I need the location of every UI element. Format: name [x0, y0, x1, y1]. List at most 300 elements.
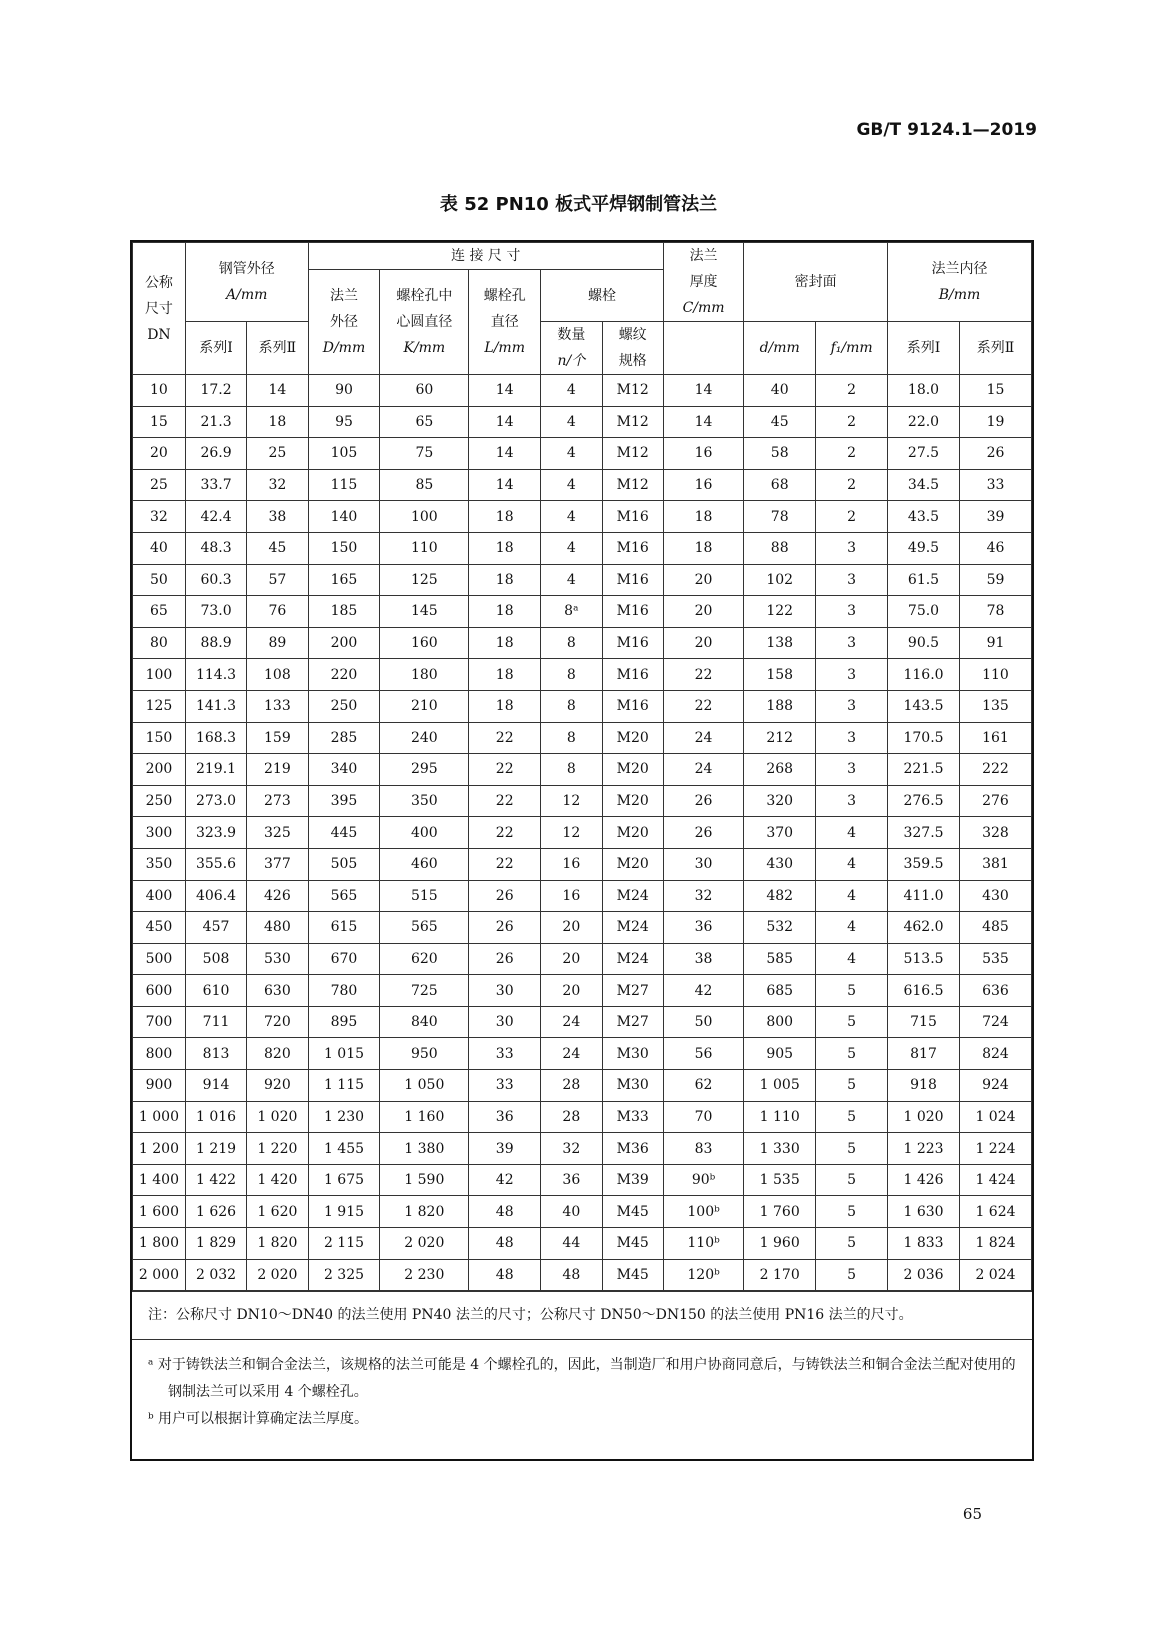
table-cell: 89	[247, 627, 308, 659]
table-cell: 33	[469, 1070, 541, 1102]
table-cell: 141.3	[185, 690, 246, 722]
table-cell: 40	[541, 1196, 602, 1228]
table-cell: 26	[663, 785, 743, 817]
table-cell: 276	[959, 785, 1031, 817]
table-row	[133, 564, 1032, 596]
table-cell: 18	[663, 532, 743, 564]
table-cell: 34.5	[888, 469, 960, 501]
table-cell: M12	[602, 375, 663, 407]
table-cell: 24	[663, 754, 743, 786]
header-pipe-od: 钢管外径 A/mm	[185, 243, 308, 322]
table-cell: 20	[541, 975, 602, 1007]
table-cell: 780	[308, 975, 380, 1007]
table-cell: 950	[380, 1038, 469, 1070]
header-flange-od: 法兰 外径 D/mm	[308, 270, 380, 375]
table-cell: 4	[541, 438, 602, 470]
table-cell: 273	[247, 785, 308, 817]
table-cell: 22	[469, 848, 541, 880]
table-cell: 39	[469, 1133, 541, 1165]
table-cell: 188	[744, 690, 816, 722]
table-cell: 14	[469, 406, 541, 438]
table-cell: 75	[380, 438, 469, 470]
table-cell: 16	[663, 469, 743, 501]
table-row	[133, 1101, 1032, 1133]
table-cell: 43.5	[888, 501, 960, 533]
table-cell: 14	[247, 375, 308, 407]
table-cell: M12	[602, 469, 663, 501]
table-cell: 1 200	[133, 1133, 186, 1165]
table-cell: 20	[133, 438, 186, 470]
table-cell: 83	[663, 1133, 743, 1165]
table-cell: 5	[816, 1006, 888, 1038]
table-cell: 600	[133, 975, 186, 1007]
table-cell: 48	[469, 1259, 541, 1291]
table-cell: 45	[744, 406, 816, 438]
table-cell: 21.3	[185, 406, 246, 438]
table-cell: 1 820	[247, 1228, 308, 1260]
table-cell: 17.2	[185, 375, 246, 407]
table-cell: 36	[663, 912, 743, 944]
table-cell: 150	[133, 722, 186, 754]
table-cell: 1 420	[247, 1164, 308, 1196]
table-cell: 100	[380, 501, 469, 533]
table-row	[133, 880, 1032, 912]
table-cell: 711	[185, 1006, 246, 1038]
table-cell: 824	[959, 1038, 1031, 1070]
table-cell: 355.6	[185, 848, 246, 880]
table-cell: 110	[959, 659, 1031, 691]
table-row	[133, 912, 1032, 944]
table-cell: 4	[541, 532, 602, 564]
table-cell: 38	[663, 943, 743, 975]
table-cell: 5	[816, 1228, 888, 1260]
table-cell: 323.9	[185, 817, 246, 849]
table-cell: M27	[602, 975, 663, 1007]
table-cell: 12	[541, 817, 602, 849]
table-cell: M20	[602, 848, 663, 880]
table-cell: M20	[602, 817, 663, 849]
table-cell: 26.9	[185, 438, 246, 470]
table-row	[133, 532, 1032, 564]
table-cell: 1 024	[959, 1101, 1031, 1133]
table-cell: 91	[959, 627, 1031, 659]
table-cell: 610	[185, 975, 246, 1007]
table-cell: 22	[469, 785, 541, 817]
table-cell: 110ᵇ	[663, 1228, 743, 1260]
table-cell: M45	[602, 1196, 663, 1228]
table-cell: 820	[247, 1038, 308, 1070]
table-cell: 8	[541, 690, 602, 722]
table-cell: 615	[308, 912, 380, 944]
table-cell: 20	[541, 943, 602, 975]
table-cell: 276.5	[888, 785, 960, 817]
table-cell: 4	[816, 817, 888, 849]
table-cell: 39	[959, 501, 1031, 533]
table-cell: 817	[888, 1038, 960, 1070]
header-bore-series1: 系列Ⅰ	[888, 322, 960, 375]
table-row	[133, 1164, 1032, 1196]
table-cell: 95	[308, 406, 380, 438]
table-cell: M24	[602, 880, 663, 912]
table-cell: 140	[308, 501, 380, 533]
table-cell: 14	[663, 375, 743, 407]
table-cell: 26	[469, 943, 541, 975]
flange-dimension-table	[132, 242, 1032, 1291]
table-cell: 3	[816, 690, 888, 722]
table-cell: 350	[133, 848, 186, 880]
table-cell: 2 024	[959, 1259, 1031, 1291]
table-cell: 61.5	[888, 564, 960, 596]
table-cell: 377	[247, 848, 308, 880]
table-cell: 1 760	[744, 1196, 816, 1228]
table-cell: 116.0	[888, 659, 960, 691]
table-cell: 180	[380, 659, 469, 691]
table-cell: 2 115	[308, 1228, 380, 1260]
table-cell: 2	[816, 375, 888, 407]
header-thickness-unit	[663, 322, 743, 375]
header-pipe-series2: 系列Ⅱ	[247, 322, 308, 375]
table-row	[133, 1070, 1032, 1102]
table-cell: 62	[663, 1070, 743, 1102]
table-cell: 90ᵇ	[663, 1164, 743, 1196]
table-cell: 40	[744, 375, 816, 407]
table-row	[133, 596, 1032, 628]
table-cell: 102	[744, 564, 816, 596]
table-cell: 2 032	[185, 1259, 246, 1291]
table-cell: 565	[380, 912, 469, 944]
header-seal-d: d/mm	[744, 322, 816, 375]
header-thickness: 法兰 厚度 C/mm	[663, 243, 743, 322]
table-cell: 22	[469, 754, 541, 786]
table-cell: M20	[602, 722, 663, 754]
table-cell: 8	[541, 722, 602, 754]
table-cell: 75.0	[888, 596, 960, 628]
table-cell: 670	[308, 943, 380, 975]
table-cell: 359.5	[888, 848, 960, 880]
table-note: 注：公称尺寸 DN10～DN40 的法兰使用 PN40 法兰的尺寸；公称尺寸 DN50～DN150 的法兰使用 PN16 法兰的尺寸。	[132, 1291, 1032, 1339]
table-cell: 36	[469, 1101, 541, 1133]
table-row	[133, 975, 1032, 1007]
table-cell: 370	[744, 817, 816, 849]
table-cell: M16	[602, 501, 663, 533]
table-cell: 350	[380, 785, 469, 817]
table-cell: 1 800	[133, 1228, 186, 1260]
table-cell: 18	[469, 501, 541, 533]
table-cell: 28	[541, 1070, 602, 1102]
table-cell: 78	[959, 596, 1031, 628]
table-cell: 76	[247, 596, 308, 628]
flange-table-frame	[130, 240, 1034, 1461]
header-bolt-qty: 数量 n/个	[541, 322, 602, 375]
table-cell: 108	[247, 659, 308, 691]
table-cell: 30	[663, 848, 743, 880]
table-cell: 125	[380, 564, 469, 596]
table-cell: 80	[133, 627, 186, 659]
table-cell: 25	[133, 469, 186, 501]
table-cell: 22	[663, 690, 743, 722]
table-cell: 212	[744, 722, 816, 754]
table-cell: 16	[541, 880, 602, 912]
table-cell: 1 422	[185, 1164, 246, 1196]
table-cell: 145	[380, 596, 469, 628]
table-cell: 1 330	[744, 1133, 816, 1165]
table-cell: 185	[308, 596, 380, 628]
table-cell: 1 015	[308, 1038, 380, 1070]
table-cell: 505	[308, 848, 380, 880]
table-cell: 135	[959, 690, 1031, 722]
table-cell: 1 230	[308, 1101, 380, 1133]
table-cell: 1 000	[133, 1101, 186, 1133]
table-cell: 88.9	[185, 627, 246, 659]
table-cell: M30	[602, 1070, 663, 1102]
table-cell: 720	[247, 1006, 308, 1038]
table-cell: 36	[541, 1164, 602, 1196]
table-cell: 24	[541, 1006, 602, 1038]
table-cell: 65	[380, 406, 469, 438]
table-cell: 222	[959, 754, 1031, 786]
table-cell: 33	[959, 469, 1031, 501]
table-cell: 840	[380, 1006, 469, 1038]
table-cell: M45	[602, 1228, 663, 1260]
table-cell: 18	[663, 501, 743, 533]
table-cell: 724	[959, 1006, 1031, 1038]
table-cell: 32	[247, 469, 308, 501]
table-cell: 1 624	[959, 1196, 1031, 1228]
table-cell: 900	[133, 1070, 186, 1102]
table-cell: 914	[185, 1070, 246, 1102]
table-cell: 30	[469, 975, 541, 1007]
table-cell: 400	[380, 817, 469, 849]
header-seal-f: f₁/mm	[816, 322, 888, 375]
table-cell: 90	[308, 375, 380, 407]
table-cell: M20	[602, 785, 663, 817]
table-cell: 1 380	[380, 1133, 469, 1165]
table-cell: 895	[308, 1006, 380, 1038]
table-cell: 430	[744, 848, 816, 880]
table-cell: M16	[602, 532, 663, 564]
table-row	[133, 943, 1032, 975]
table-cell: 115	[308, 469, 380, 501]
table-cell: 426	[247, 880, 308, 912]
table-cell: 2 325	[308, 1259, 380, 1291]
table-row	[133, 754, 1032, 786]
table-cell: 45	[247, 532, 308, 564]
table-cell: 4	[816, 912, 888, 944]
table-cell: 100	[133, 659, 186, 691]
table-cell: 515	[380, 880, 469, 912]
table-cell: 2 170	[744, 1259, 816, 1291]
table-cell: 2	[816, 406, 888, 438]
table-cell: 1 220	[247, 1133, 308, 1165]
header-sealing-face: 密封面	[744, 243, 888, 322]
table-cell: 26	[663, 817, 743, 849]
table-cell: 46	[959, 532, 1031, 564]
table-cell: 22	[663, 659, 743, 691]
footnotes	[132, 1339, 1032, 1443]
table-cell: 73.0	[185, 596, 246, 628]
table-cell: 1 005	[744, 1070, 816, 1102]
table-cell: 395	[308, 785, 380, 817]
table-cell: 159	[247, 722, 308, 754]
header-pipe-series1: 系列Ⅰ	[185, 322, 246, 375]
table-cell: M20	[602, 754, 663, 786]
table-cell: 513.5	[888, 943, 960, 975]
table-body	[133, 375, 1032, 1291]
table-cell: 4	[541, 469, 602, 501]
table-row	[133, 1006, 1032, 1038]
table-cell: 40	[133, 532, 186, 564]
table-cell: M16	[602, 690, 663, 722]
table-row	[133, 438, 1032, 470]
table-cell: 1 960	[744, 1228, 816, 1260]
table-cell: 2	[816, 438, 888, 470]
table-cell: 1 590	[380, 1164, 469, 1196]
table-cell: 485	[959, 912, 1031, 944]
table-cell: 210	[380, 690, 469, 722]
table-cell: 68	[744, 469, 816, 501]
table-cell: 221.5	[888, 754, 960, 786]
table-cell: 1 223	[888, 1133, 960, 1165]
table-cell: 1 426	[888, 1164, 960, 1196]
table-cell: 143.5	[888, 690, 960, 722]
table-cell: 38	[247, 501, 308, 533]
table-cell: 200	[133, 754, 186, 786]
table-cell: 920	[247, 1070, 308, 1102]
table-cell: 85	[380, 469, 469, 501]
table-cell: 16	[541, 848, 602, 880]
table-cell: 4	[541, 406, 602, 438]
table-cell: 3	[816, 754, 888, 786]
table-cell: 295	[380, 754, 469, 786]
table-cell: 170.5	[888, 722, 960, 754]
table-cell: 4	[541, 501, 602, 533]
table-cell: M16	[602, 564, 663, 596]
table-cell: 2	[816, 469, 888, 501]
table-cell: 268	[744, 754, 816, 786]
table-title: 表 52 PN10 板式平焊钢制管法兰	[439, 194, 718, 215]
table-cell: 60	[380, 375, 469, 407]
table-cell: 320	[744, 785, 816, 817]
table-cell: 25	[247, 438, 308, 470]
table-cell: 50	[663, 1006, 743, 1038]
table-cell: 532	[744, 912, 816, 944]
table-cell: 2 000	[133, 1259, 186, 1291]
table-cell: 715	[888, 1006, 960, 1038]
table-cell: 48	[469, 1228, 541, 1260]
table-cell: 1 016	[185, 1101, 246, 1133]
table-cell: 3	[816, 785, 888, 817]
table-cell: 26	[469, 880, 541, 912]
table-cell: 59	[959, 564, 1031, 596]
table-cell: 42	[663, 975, 743, 1007]
table-cell: 1 224	[959, 1133, 1031, 1165]
table-cell: 19	[959, 406, 1031, 438]
table-cell: 70	[663, 1101, 743, 1133]
table-cell: 1 424	[959, 1164, 1031, 1196]
table-cell: 3	[816, 596, 888, 628]
table-cell: 16	[663, 438, 743, 470]
table-cell: 22.0	[888, 406, 960, 438]
header-bore-series2: 系列Ⅱ	[959, 322, 1031, 375]
table-cell: 42	[469, 1164, 541, 1196]
table-cell: 1 829	[185, 1228, 246, 1260]
table-cell: 160	[380, 627, 469, 659]
table-cell: 5	[816, 1038, 888, 1070]
table-cell: 1 535	[744, 1164, 816, 1196]
table-cell: 700	[133, 1006, 186, 1038]
table-cell: 22	[469, 722, 541, 754]
footnote-a: ᵃ 对于铸铁法兰和铜合金法兰，该规格的法兰可能是 4 个螺栓孔的，因此，当制造厂和用户协商同意后，与铸铁法兰和铜合金法兰配对使用的钢制法兰可以采用 4 个螺栓孔。	[148, 1357, 1016, 1401]
table-cell: 1 050	[380, 1070, 469, 1102]
table-cell: 1 824	[959, 1228, 1031, 1260]
table-cell: 48.3	[185, 532, 246, 564]
table-row	[133, 375, 1032, 407]
table-cell: 44	[541, 1228, 602, 1260]
table-cell: 4	[816, 943, 888, 975]
table-cell: 33	[469, 1038, 541, 1070]
table-row	[133, 1038, 1032, 1070]
table-cell: 4	[816, 880, 888, 912]
table-cell: 328	[959, 817, 1031, 849]
table-cell: 2 230	[380, 1259, 469, 1291]
table-row	[133, 627, 1032, 659]
table-cell: 616.5	[888, 975, 960, 1007]
table-cell: 1 400	[133, 1164, 186, 1196]
table-cell: 620	[380, 943, 469, 975]
table-cell: 1 219	[185, 1133, 246, 1165]
table-cell: 1 020	[888, 1101, 960, 1133]
table-cell: 133	[247, 690, 308, 722]
table-cell: 20	[541, 912, 602, 944]
table-cell: 482	[744, 880, 816, 912]
table-cell: 200	[308, 627, 380, 659]
table-cell: 12	[541, 785, 602, 817]
table-cell: 18	[469, 596, 541, 628]
table-cell: 161	[959, 722, 1031, 754]
table-cell: 3	[816, 564, 888, 596]
table-cell: 57	[247, 564, 308, 596]
table-cell: 18.0	[888, 375, 960, 407]
table-cell: 2 020	[247, 1259, 308, 1291]
table-cell: 3	[816, 722, 888, 754]
table-cell: M24	[602, 912, 663, 944]
table-cell: 273.0	[185, 785, 246, 817]
table-cell: 1 020	[247, 1101, 308, 1133]
table-cell: 1 115	[308, 1070, 380, 1102]
header-dn: 公称 尺寸 DN	[133, 243, 186, 375]
table-cell: 5	[816, 1196, 888, 1228]
table-cell: 18	[469, 532, 541, 564]
page-number: 65	[962, 1505, 982, 1523]
table-cell: 60.3	[185, 564, 246, 596]
table-cell: M39	[602, 1164, 663, 1196]
table-cell: 78	[744, 501, 816, 533]
header-connection: 连 接 尺 寸	[308, 243, 663, 270]
table-cell: 125	[133, 690, 186, 722]
table-row	[133, 690, 1032, 722]
table-cell: 535	[959, 943, 1031, 975]
table-cell: 800	[133, 1038, 186, 1070]
table-cell: 1 626	[185, 1196, 246, 1228]
table-cell: 406.4	[185, 880, 246, 912]
table-row	[133, 785, 1032, 817]
table-cell: M30	[602, 1038, 663, 1070]
table-cell: 20	[663, 596, 743, 628]
table-cell: M16	[602, 627, 663, 659]
table-cell: 905	[744, 1038, 816, 1070]
table-row	[133, 1228, 1032, 1260]
table-cell: 24	[663, 722, 743, 754]
